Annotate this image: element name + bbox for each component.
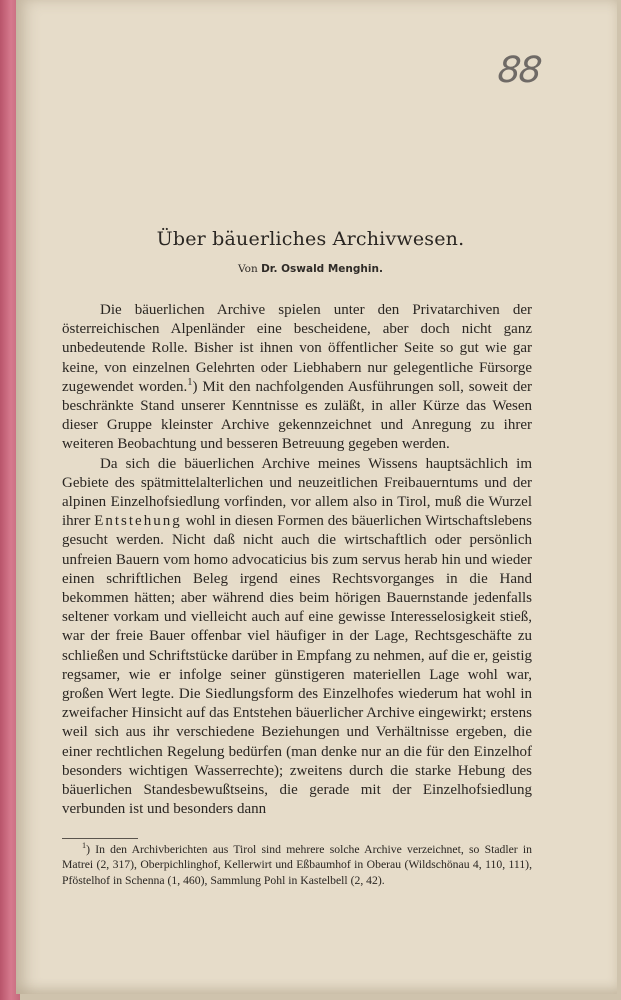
author-name: Dr. Oswald Menghin. [261,263,383,275]
footnote-marker: 1 [82,841,87,851]
paragraph-2 [62,455,532,820]
handwritten-page-number: 88 [495,50,542,91]
footnote-reference[interactable]: 1 [187,376,193,388]
paragraph-1 [62,301,532,455]
emphasized-word: Entstehung [94,513,182,530]
byline-prefix: Von [238,263,258,275]
paragraph-2-text-b: wohl in diesen Formen des bäuerlichen Wirtschaftslebens gesucht werden. Nicht daß nicht auch die wirtschaftlich oder persönlich unfreien Bauern vom homo advocaticius bis zum servus herab hin und wieder einen schriftlichen Beleg irgend eines Rechtsvorganges in die Hand bekommen hätten; aber während dies beim hörigen Bauernstande jedenfalls seltener vorkam und vielleicht auch auf eine gewisse Interesselosigkeit stieß, war der freie Bauer offenbar viel häufiger in der Lage, Rechtsgeschäfte zu schließen und Schriftstücke darüber in Empfang zu nehmen, auf die er, geistig regsamer, wie er infolge seiner günstigeren materiellen Lage wohl war, großen Wert legte. Die Siedlungsform des Einzelhofes wiederum hat wohl in zweifacher Hinsicht auf das Entstehen bäuerlicher Archive eingewirkt; erstens weil sich aus ihr verschiedene Beziehungen und Verhältnisse ergeben, die einer rechtlichen Regelung bedürfen (man denke nur an die für den Einzelhof besonders wichtigen Wasserrechte); zweitens durch die starke Hebung des bäuerlichen Standesbewußtseins, die gerade mit der Einzelhofsiedlung verbunden ist und besonders dann [62,513,533,818]
article-title: Über bäuerliches Archivwesen. [156,228,465,250]
footnote [62,842,532,888]
byline [0,263,621,275]
paragraph-1-text-a: Die bäuerlichen Archive spielen unter den Privatarchiven der österreichischen Alpenländer eine bescheidene, aber doch nicht ganz unbedeutende Rolle. Bisher ist ihnen von öffentlicher Seite so gut wie gar keine, von einzelnen Gelehrten oder Liebhabern nur gelegentliche Fürsorge zugewendet worden. [62,302,532,395]
footnote-text: ) In den Archivberichten aus Tirol sind mehrere solche Archive verzeichnet, so Stadler in Matrei (2, 317), Oberpichlinghof, Kellerwirt und Eßbaumhof in Oberau (Wildschönau 4, 110, 111), Pföstelhof in Schenna (1, 460), Sammlung Pohl in Kastelbell (2, 42). [62,843,532,887]
paragraph-1-text-b: ) Mit den nachfolgenden Ausführungen soll, soweit der beschränkte Stand unserer Kenntnisse es zuläßt, in aller Kürze das Wesen dieser Gruppe kleinster Archive gekennzeichnet und Anregung zu ihrer weiteren Beobachtung und besseren Betreuung gegeben werden. [62,378,532,453]
article-body [62,301,532,819]
footnote-divider [62,838,138,839]
paragraph-2-text-a: Da sich die bäuerlichen Archive meines Wissens hauptsächlich im Gebiete des spätmittelalterlichen und neuzeitlichen Freibauerntums und der alpinen Einzelhofsiedlung vorfinden, vor allem also in Tirol, muß die Wurzel ihrer [62,455,532,530]
